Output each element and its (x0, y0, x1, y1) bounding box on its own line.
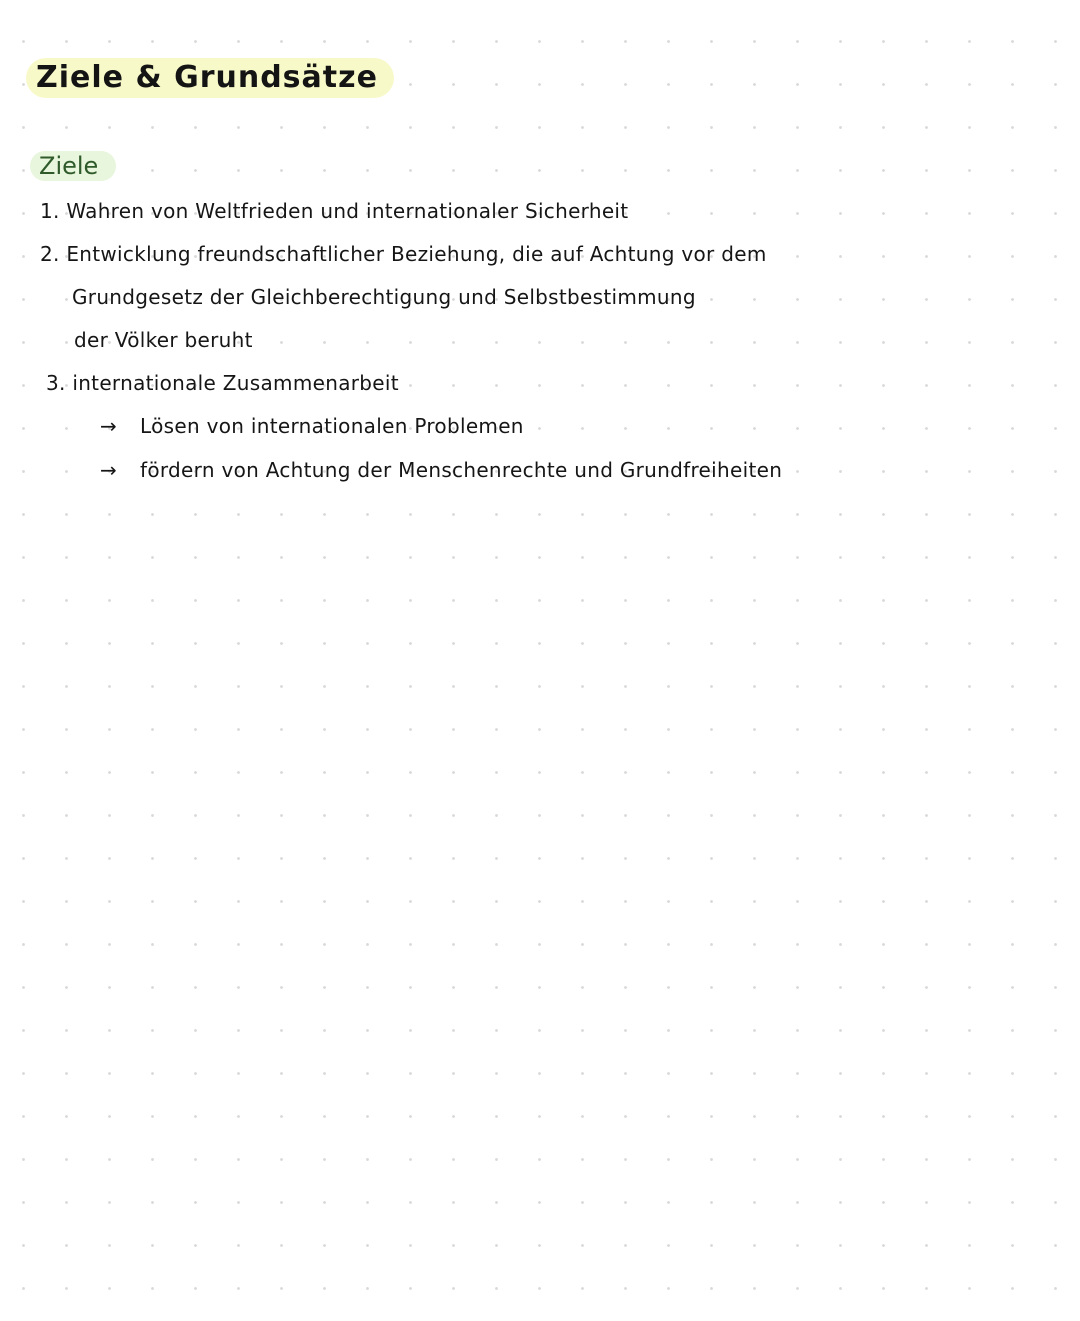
goal-item-3: 3. internationale Zusammenarbeit (46, 371, 399, 395)
sub-item-1 (100, 412, 524, 440)
goal-item-2-continuation: Grundgesetz der Gleichberechtigung und Selbstbestimmung (72, 285, 696, 309)
section-heading-ziele: Ziele (30, 151, 116, 181)
sub-item-2 (100, 456, 782, 484)
goal-item-2-continuation-2: der Völker beruht (74, 328, 253, 352)
goal-item-2: 2. Entwicklung freundschaftlicher Beziehung, die auf Achtung vor dem (40, 242, 767, 266)
sub-item-text: fördern von Achtung der Menschenrechte und Grundfreiheiten (140, 458, 783, 482)
arrow-right-icon: → (100, 414, 118, 438)
arrow-right-icon: → (100, 458, 118, 482)
sub-item-text: Lösen von internationalen Problemen (140, 414, 524, 438)
goal-item-1: 1. Wahren von Weltfrieden und internationaler Sicherheit (40, 199, 629, 223)
page-title: Ziele & Grundsätze (26, 58, 394, 98)
